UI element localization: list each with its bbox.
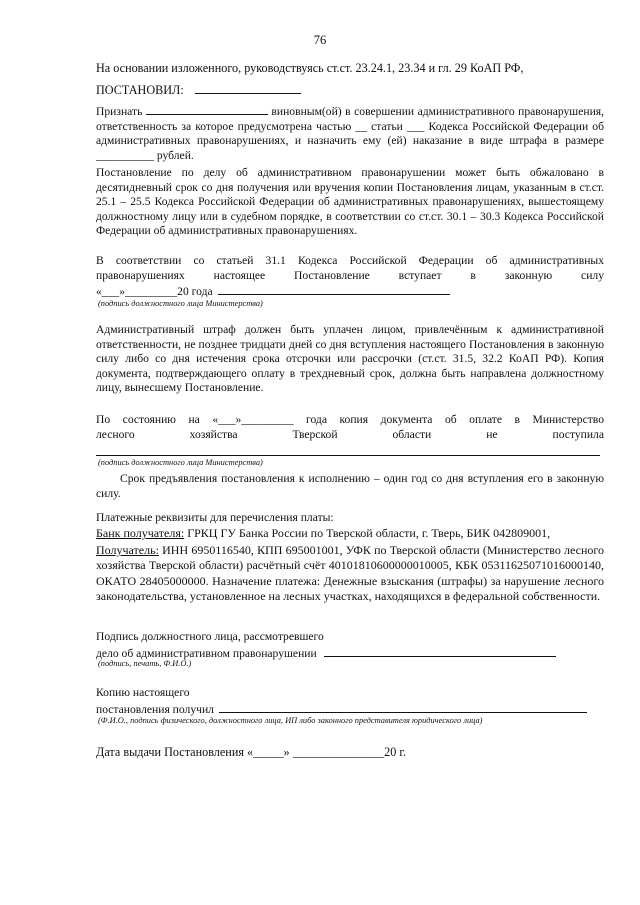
decree-underline bbox=[195, 82, 301, 94]
decree-heading-row bbox=[96, 82, 604, 98]
official-signature-line bbox=[324, 645, 556, 657]
paragraph-fine-payment: Административный штраф должен быть уплачен лицом, привлечённым к административной ответственности, не позднее тридцати дней со дня вступления настоящего Постановления в законную силу либо со дня истечения срока отсрочки или рассрочки (ст.ст. 31.5, 32.2 КоАП РФ). Копия документа, подтверждающего оплату в трехдневный срок, должна быть направлена должностному лицу, вынесшему Постановление. bbox=[96, 323, 604, 395]
guilty-rest: виновным(ой) в совершении административного правонарушения, ответственность за которое предусмотрена частью __ статьи ___ Кодекса Российской Федерации об административных правонарушениях, и назначить ему (ей) наказание в виде штрафа в размере __________ рублей. bbox=[96, 105, 604, 162]
copy-received-signature-line bbox=[219, 701, 587, 713]
intro-text: На основании изложенного, руководствуясь ст.ст. 23.24.1, 23.34 и гл. 29 КоАП РФ, bbox=[96, 61, 524, 75]
guilty-start: Признать bbox=[96, 105, 143, 118]
page-number: 76 bbox=[313, 33, 327, 47]
status-signature-line bbox=[96, 455, 600, 456]
bank-details bbox=[96, 526, 604, 541]
paragraph-entry-into-force bbox=[96, 254, 604, 300]
entry-line-a: В соответствии со статьей 31.1 Кодекса Российской Федерации об административных bbox=[96, 254, 604, 267]
recipient-details bbox=[96, 543, 604, 605]
paragraph-payment-status bbox=[96, 413, 604, 442]
paragraph-enforcement-term: Срок предъявления постановления к исполнению – один год со дня вступления его в законную силу. bbox=[96, 472, 604, 500]
recipient-label: Получатель: bbox=[96, 543, 159, 557]
decree-heading: ПОСТАНОВИЛ: bbox=[96, 83, 184, 97]
recipient-value: ИНН 6950116540, КПП 695001001, УФК по Тверской области (Министерство лесного хозяйства Тверской области) расчётный счёт 40101810600000010005, КБК 05311625071016000140, ОКАТО 28405000000. Назначение платежа: Денежные взыскания (штрафы) за нарушение лесного законодательства, установленное на лесных участках, находящихся в федеральной собственности. bbox=[96, 543, 604, 604]
payment-details-heading: Платежные реквизиты для перечисления платы: bbox=[96, 511, 334, 524]
copy-received-block bbox=[96, 686, 604, 717]
status-line-a: По состоянию на «___»_________ года копия документа об оплате в Министерство bbox=[96, 413, 604, 426]
caption-sign-seal-name: (подпись, печать, Ф.И.О.) bbox=[98, 659, 192, 668]
entry-signature-line bbox=[218, 283, 450, 295]
entry-date: «___»_________20 года bbox=[96, 285, 213, 299]
official-signature-block bbox=[96, 630, 604, 661]
copy-line-b bbox=[96, 701, 604, 718]
paragraph-appeal: Постановление по делу об административном правонарушении может быть обжаловано в десятидневный срок со дня получения или вручения копии Постановления лицам, указанным в ст.ст. 25.1 – 25.5 Кодекса Российской Федерации об административных правонарушениях, вышестоящему должностному лицу или в судебном порядке, в соответствии со ст.ст. 30.1 – 30.3 Кодекса Российской Федерации об административных правонарушениях. bbox=[96, 166, 604, 238]
copy-line-a: Копию настоящего bbox=[96, 686, 190, 699]
caption-recipient-signature: (Ф.И.О., подпись физического, должностного лица, ИП либо законного представителя юридического лица) bbox=[98, 716, 483, 725]
bank-value: ГРКЦ ГУ Банка России по Тверской области, г. Тверь, БИК 042809001, bbox=[184, 526, 551, 540]
bank-label: Банк получателя: bbox=[96, 526, 185, 540]
caption-official-signature-1: (подпись должностного лица Министерства) bbox=[98, 299, 263, 308]
issue-date: Дата выдачи Постановления «_____» _______________20 г. bbox=[96, 745, 407, 759]
paragraph-guilty bbox=[96, 104, 604, 163]
sign-line-a: Подпись должностного лица, рассмотревшего bbox=[96, 630, 324, 643]
entry-line-b: правонарушениях настоящее Постановление вступает в законную силу bbox=[96, 268, 604, 282]
guilty-name-blank bbox=[146, 104, 268, 115]
sign-line-b-text: дело об административном правонарушении bbox=[96, 646, 317, 660]
copy-line-b-text: постановления получил bbox=[96, 702, 214, 716]
caption-official-signature-2: (подпись должностного лица Министерства) bbox=[98, 458, 263, 467]
status-line-b: лесного хозяйства Тверской области не поступила bbox=[96, 427, 604, 441]
entry-line-c bbox=[96, 283, 604, 300]
